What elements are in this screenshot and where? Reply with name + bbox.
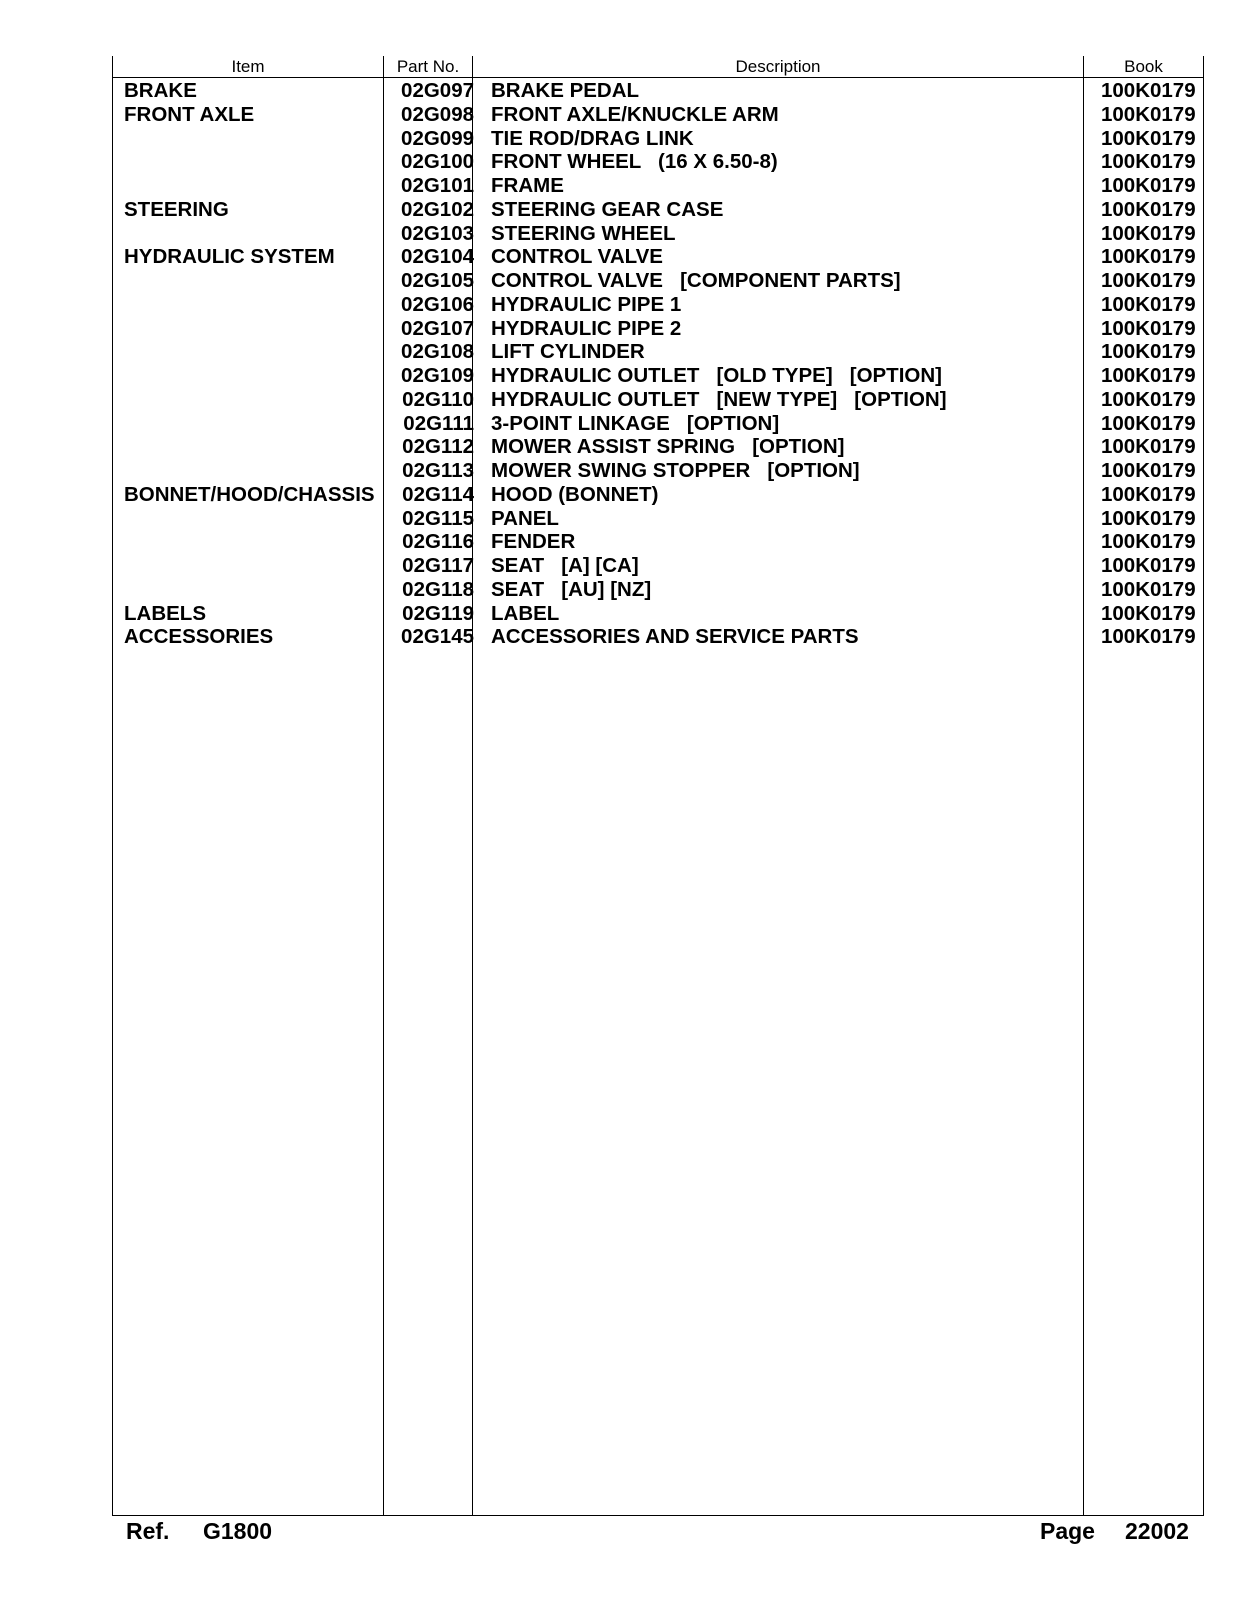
- row-part-number: 02G097: [401, 79, 474, 102]
- row-description: HOOD (BONNET): [491, 482, 659, 506]
- row-part-number: 02G099: [401, 126, 474, 150]
- row-part-number: 02G118: [402, 577, 474, 601]
- row-book: 100K0179: [1101, 364, 1196, 387]
- row-book: 100K0179: [1101, 459, 1196, 482]
- row-book: 100K0179: [1101, 577, 1196, 601]
- row-part-number: 02G100: [401, 150, 474, 174]
- row-part-number: 02G105: [401, 269, 474, 292]
- row-description: FRONT AXLE/KNUCKLE ARM: [491, 102, 779, 126]
- row-book: 100K0179: [1101, 102, 1196, 126]
- row-description: STEERING GEAR CASE: [491, 197, 724, 221]
- row-part-number: 02G116: [402, 530, 474, 554]
- header-part-no: Part No.: [396, 57, 460, 76]
- header-description: Description: [735, 57, 821, 76]
- row-book: 100K0179: [1101, 174, 1196, 197]
- row-description: CONTROL VALVE: [491, 245, 663, 269]
- row-part-number: 02G101: [401, 174, 474, 197]
- row-part-number: 02G108: [401, 340, 474, 364]
- row-description: PANEL: [491, 506, 559, 530]
- ref-label: Ref.: [126, 1518, 170, 1544]
- table-row: [0, 578, 1236, 602]
- row-item: HYDRAULIC SYSTEM: [124, 245, 335, 269]
- table-row: [0, 245, 1236, 269]
- row-part-number: 02G117: [402, 554, 474, 577]
- row-part-number: 02G112: [402, 435, 474, 459]
- row-book: 100K0179: [1101, 506, 1196, 530]
- row-part-number: 02G102: [401, 197, 474, 221]
- row-item: LABELS: [124, 601, 206, 625]
- row-book: 100K0179: [1101, 482, 1196, 506]
- row-book: 100K0179: [1101, 601, 1196, 625]
- page-number: 22002: [1125, 1518, 1189, 1544]
- header-rule: [113, 77, 1204, 78]
- header-item: Item: [231, 57, 265, 76]
- table-row: [0, 293, 1236, 317]
- row-book: 100K0179: [1101, 554, 1196, 577]
- row-part-number: 02G114: [402, 482, 474, 506]
- row-item: STEERING: [124, 197, 229, 221]
- row-description: MOWER SWING STOPPER [OPTION]: [491, 459, 860, 482]
- row-book: 100K0179: [1101, 150, 1196, 174]
- row-description: FENDER: [491, 530, 576, 554]
- table-row: [0, 222, 1236, 246]
- row-part-number: 02G110: [402, 387, 474, 411]
- row-description: LABEL: [491, 601, 560, 625]
- row-book: 100K0179: [1101, 221, 1196, 245]
- table-row: [0, 483, 1236, 507]
- table-row: [0, 340, 1236, 364]
- row-book: 100K0179: [1101, 530, 1196, 554]
- row-description: BRAKE PEDAL: [491, 79, 640, 102]
- row-description: SEAT [AU] [NZ]: [491, 577, 652, 601]
- table-row: [0, 435, 1236, 459]
- row-part-number: 02G115: [402, 506, 474, 530]
- row-part-number: 02G119: [402, 601, 474, 625]
- table-row: [0, 388, 1236, 412]
- row-description: MOWER ASSIST SPRING [OPTION]: [491, 435, 845, 459]
- row-description: FRONT WHEEL (16 X 6.50-8): [491, 150, 778, 174]
- row-description: HYDRAULIC OUTLET [NEW TYPE] [OPTION]: [491, 387, 947, 411]
- row-part-number: 02G106: [401, 292, 474, 316]
- row-part-number: 02G145: [401, 625, 474, 649]
- table-bottom-rule: [113, 1515, 1204, 1516]
- row-description: HYDRAULIC PIPE 2: [491, 316, 682, 340]
- table-row: [0, 364, 1236, 388]
- row-book: 100K0179: [1101, 79, 1196, 102]
- table-row: [0, 150, 1236, 174]
- table-row: [0, 507, 1236, 531]
- row-description: SEAT [A] [CA]: [491, 554, 639, 577]
- row-book: 100K0179: [1101, 411, 1196, 435]
- row-part-number: 02G113: [402, 459, 474, 482]
- row-description: LIFT CYLINDER: [491, 340, 645, 364]
- table-row: [0, 625, 1236, 649]
- row-book: 100K0179: [1101, 269, 1196, 292]
- row-part-number: 02G109: [401, 364, 474, 387]
- table-row: [0, 554, 1236, 578]
- table-row: [0, 103, 1236, 127]
- table-row: [0, 459, 1236, 483]
- page-label: Page: [1040, 1518, 1095, 1544]
- table-row: [0, 269, 1236, 293]
- table-row: [0, 412, 1236, 436]
- table-row: [0, 174, 1236, 198]
- row-part-number: 02G107: [401, 316, 474, 340]
- row-item: ACCESSORIES: [124, 625, 274, 649]
- table-row: [0, 317, 1236, 341]
- table-row: [0, 530, 1236, 554]
- row-part-number: 02G104: [401, 245, 474, 269]
- row-book: 100K0179: [1101, 245, 1196, 269]
- row-description: 3-POINT LINKAGE [OPTION]: [491, 411, 780, 435]
- row-description: ACCESSORIES AND SERVICE PARTS: [491, 625, 859, 649]
- table-row: [0, 198, 1236, 222]
- row-item: BONNET/HOOD/CHASSIS: [124, 482, 375, 506]
- row-description: TIE ROD/DRAG LINK: [491, 126, 694, 150]
- row-description: STEERING WHEEL: [491, 221, 676, 245]
- ref-value: G1800: [203, 1518, 273, 1544]
- row-part-number: 02G098: [401, 102, 474, 126]
- row-book: 100K0179: [1101, 316, 1196, 340]
- row-description: FRAME: [491, 174, 564, 197]
- table-row: [0, 602, 1236, 626]
- table-row: [0, 79, 1236, 103]
- row-item: BRAKE: [124, 79, 197, 102]
- row-part-number: 02G103: [401, 221, 474, 245]
- row-item: FRONT AXLE: [124, 102, 255, 126]
- row-book: 100K0179: [1101, 292, 1196, 316]
- row-part-number: 02G111: [403, 411, 474, 435]
- row-description: HYDRAULIC OUTLET [OLD TYPE] [OPTION]: [491, 364, 942, 387]
- row-book: 100K0179: [1101, 387, 1196, 411]
- header-book: Book: [1124, 57, 1163, 76]
- row-book: 100K0179: [1101, 340, 1196, 364]
- row-book: 100K0179: [1101, 435, 1196, 459]
- row-book: 100K0179: [1101, 197, 1196, 221]
- row-book: 100K0179: [1101, 126, 1196, 150]
- row-description: HYDRAULIC PIPE 1: [491, 292, 682, 316]
- table-row: [0, 127, 1236, 151]
- row-book: 100K0179: [1101, 625, 1196, 649]
- row-description: CONTROL VALVE [COMPONENT PARTS]: [491, 269, 901, 292]
